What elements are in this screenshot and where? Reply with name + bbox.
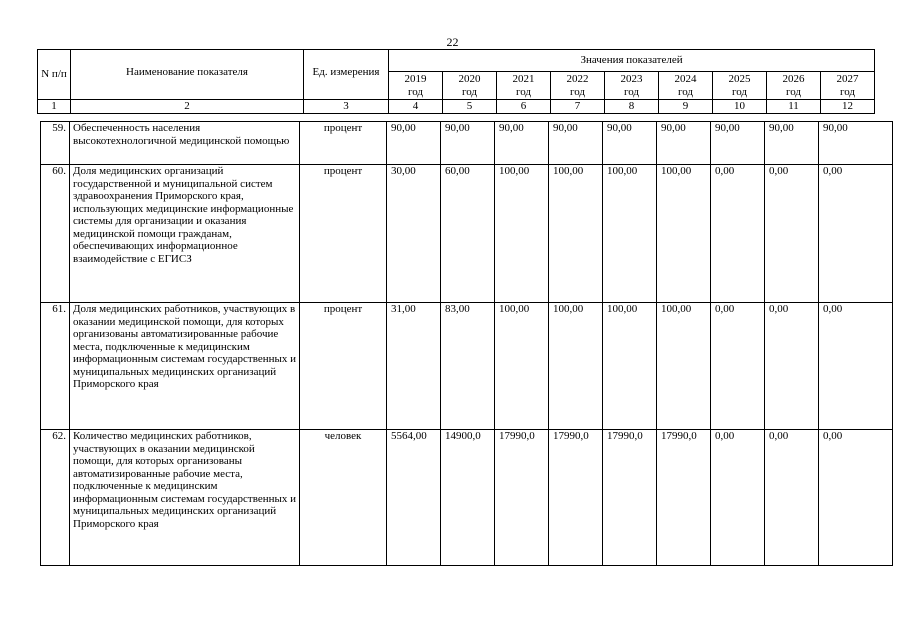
header-year-cell: 2019 год [389, 72, 443, 100]
unit-cell: процент [300, 165, 387, 303]
value-cell: 0,00 [819, 165, 893, 303]
value-cell: 90,00 [495, 122, 549, 165]
header-unit-cell: Ед. измерения [304, 50, 389, 100]
value-cell: 100,00 [603, 165, 657, 303]
value-cell: 100,00 [603, 303, 657, 430]
value-cell: 17990,0 [549, 430, 603, 566]
value-cell: 90,00 [819, 122, 893, 165]
indicator-name: Количество медицинских работников, участвующих в оказании медицинской помощи, для которых организованы автоматизированные рабочие места, подключенные к медицинским информационным системам государственных и муниципальных медицинских организаций Приморского края [70, 430, 300, 566]
header-values-cell: Значения показателей [389, 50, 875, 72]
header-year-cell: 2026 год [767, 72, 821, 100]
table-row [41, 122, 893, 165]
header-year-cell: 2025 год [713, 72, 767, 100]
unit-cell: процент [300, 303, 387, 430]
header-column-number: 1 [38, 100, 71, 114]
header-year-cell: 2021 год [497, 72, 551, 100]
header-column-number: 12 [821, 100, 875, 114]
value-cell: 0,00 [819, 303, 893, 430]
value-cell: 0,00 [711, 303, 765, 430]
header-column-number: 5 [443, 100, 497, 114]
unit-cell: процент [300, 122, 387, 165]
table-row [41, 430, 893, 566]
header-column-number: 3 [304, 100, 389, 114]
table-row [41, 303, 893, 430]
indicator-name: Доля медицинских работников, участвующих в оказании медицинской помощи, для которых организованы автоматизированные рабочие места, подключенные к медицинским информационным системам государственных и муниципальных медицинских организаций Приморского края [70, 303, 300, 430]
header-column-number: 7 [551, 100, 605, 114]
header-column-number: 2 [71, 100, 304, 114]
header-name-cell: Наименование показателя [71, 50, 304, 100]
value-cell: 17990,0 [495, 430, 549, 566]
row-number: 61. [41, 303, 70, 430]
unit-cell: человек [300, 430, 387, 566]
value-cell: 100,00 [495, 165, 549, 303]
value-cell: 14900,0 [441, 430, 495, 566]
value-cell: 90,00 [603, 122, 657, 165]
value-cell: 100,00 [495, 303, 549, 430]
value-cell: 90,00 [441, 122, 495, 165]
value-cell: 90,00 [387, 122, 441, 165]
value-cell: 17990,0 [603, 430, 657, 566]
header-column-number: 11 [767, 100, 821, 114]
value-cell: 31,00 [387, 303, 441, 430]
header-year-cell: 2023 год [605, 72, 659, 100]
value-cell: 0,00 [711, 165, 765, 303]
value-cell: 90,00 [765, 122, 819, 165]
value-cell: 0,00 [711, 430, 765, 566]
row-number: 62. [41, 430, 70, 566]
table-row [41, 165, 893, 303]
value-cell: 83,00 [441, 303, 495, 430]
header-column-number: 10 [713, 100, 767, 114]
header-year-cell: 2024 год [659, 72, 713, 100]
indicator-name: Доля медицинских организаций государственной и муниципальной систем здравоохранения Приморского края, использующих медицинские информационные системы для организации и оказания медицинской помощи гражданам, обеспечивающих информационное взаимодействие с ЕГИСЗ [70, 165, 300, 303]
page-number: 22 [446, 35, 459, 49]
header-num-cell: N п/п [38, 50, 71, 100]
row-number: 59. [41, 122, 70, 165]
table-header [37, 49, 875, 114]
value-cell: 0,00 [765, 165, 819, 303]
value-cell: 90,00 [549, 122, 603, 165]
value-cell: 0,00 [765, 303, 819, 430]
value-cell: 0,00 [819, 430, 893, 566]
header-year-cell: 2022 год [551, 72, 605, 100]
header-column-number: 8 [605, 100, 659, 114]
header-year-cell: 2027 год [821, 72, 875, 100]
value-cell: 100,00 [549, 165, 603, 303]
value-cell: 100,00 [549, 303, 603, 430]
header-column-number: 9 [659, 100, 713, 114]
row-number: 60. [41, 165, 70, 303]
indicator-name: Обеспеченность населения высокотехнологичной медицинской помощью [70, 122, 300, 165]
value-cell: 100,00 [657, 303, 711, 430]
value-cell: 90,00 [711, 122, 765, 165]
value-cell: 0,00 [765, 430, 819, 566]
header-column-number: 4 [389, 100, 443, 114]
value-cell: 60,00 [441, 165, 495, 303]
header-year-cell: 2020 год [443, 72, 497, 100]
value-cell: 100,00 [657, 165, 711, 303]
indicators-table [40, 121, 893, 566]
value-cell: 17990,0 [657, 430, 711, 566]
header-column-number: 6 [497, 100, 551, 114]
value-cell: 5564,00 [387, 430, 441, 566]
value-cell: 30,00 [387, 165, 441, 303]
value-cell: 90,00 [657, 122, 711, 165]
